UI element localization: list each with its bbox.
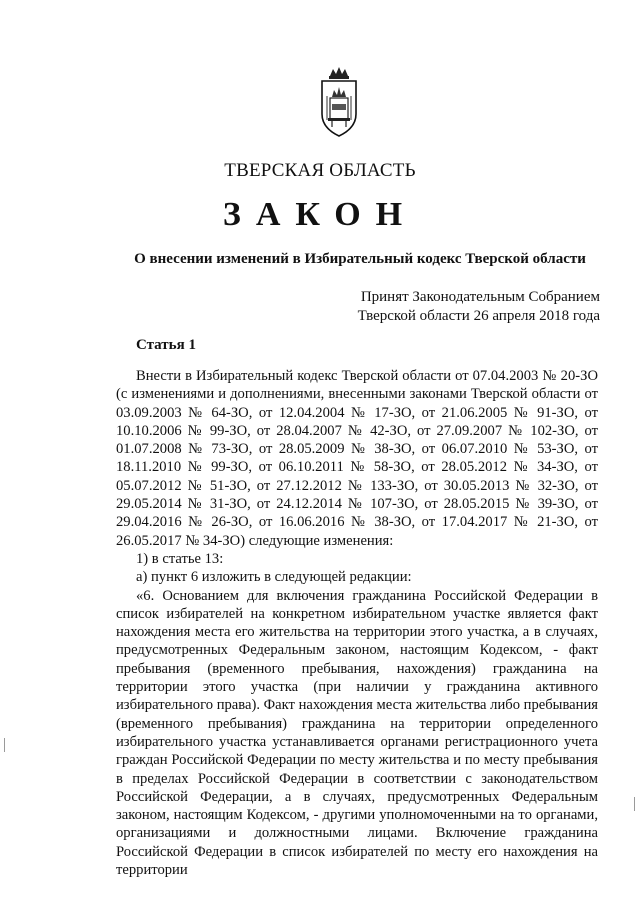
law-title: ЗАКОН — [222, 196, 418, 233]
scan-margin-mark — [4, 738, 5, 752]
article-paragraph: а) пункт 6 изложить в следующей редакции: — [136, 569, 412, 586]
adoption-line-1: Принят Законодательным Собранием — [360, 289, 600, 305]
article-heading: Статья 1 — [136, 337, 196, 353]
article-paragraph: 1) в статье 13: — [136, 550, 224, 567]
article-paragraph: «6. Основанием для включения гражданина Российской Федерации в список избирателей на конкретном избирательном участке является факт нахождения места его жительства на территории этого участка, а в случаях, предусмотренных Федеральным законом, настоящим Кодексом, - факт пребывания (временного пребывания, нахождения) гражданина на территории этого участка (при наличии у гражданина активного избирательного права). Факт нахождения места жительства либо пребывания (временного пребывания) гражданина на территории определенного избирательного участка устанавливается органами регистрационного учета граждан Российской Федерации по месту жительства и по месту пребывания в пределах Российской Федерации в соответствии с законодательством Российской Федерации, а в случаях, предусмотренных Федеральным законом, настоящим Кодексом, - другими уполномоченными на то органами, организациями и должностными лицами. Включение гражданина Российской Федерации в список избирателей по месту его нахождения на территории — [116, 587, 598, 879]
article-paragraph: Внести в Избирательный кодекс Тверской области от 07.04.2003 № 20-ЗО (с изменениями и дополнениями, внесенными законами Тверской области от 03.09.2003 № 64-ЗО, от 12.04.2004 № 17-ЗО, от 21.06.2005 № 91-ЗО, от 10.10.2006 № 99-ЗО, от 28.04.2007 № 42-ЗО, от 27.09.2007 № 102-ЗО, от 01.07.2008 № 73-ЗО, от 28.05.2009 № 38-ЗО, от 06.07.2010 № 53-ЗО, от 18.11.2010 № 99-ЗО, от 06.10.2011 № 58-ЗО, от 28.05.2012 № 34-ЗО, от 05.07.2012 № 51-ЗО, от 27.12.2012 № 133-ЗО, от 30.05.2013 № 32-ЗО, от 29.05.2014 № 31-ЗО, от 24.12.2014 № 107-ЗО, от 28.05.2015 № 39-ЗО, от 29.04.2016 № 26-ЗО, от 16.06.2016 № 38-ЗО, от 17.04.2017 № 21-ЗО, от 26.05.2017 № 34-ЗО) следующие изменения: — [116, 368, 598, 549]
region-title: ТВЕРСКАЯ ОБЛАСТЬ — [224, 160, 416, 181]
tver-coat-of-arms-icon — [316, 66, 362, 140]
adoption-note — [358, 288, 600, 326]
law-subject: О внесении изменений в Избирательный кодекс Тверской области — [134, 251, 586, 267]
adoption-line-2: Тверской области 26 апреля 2018 года — [357, 308, 600, 324]
article-body — [116, 367, 598, 879]
scan-margin-mark — [634, 797, 635, 811]
